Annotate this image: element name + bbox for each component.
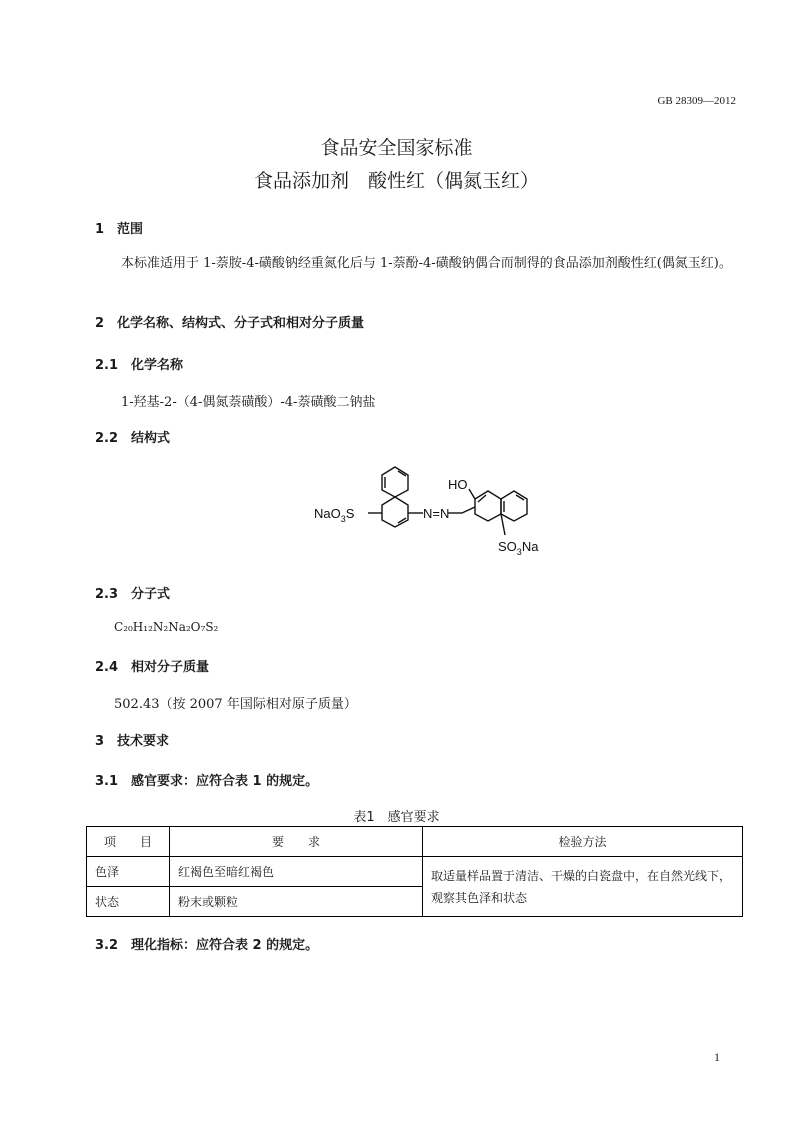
title-line-2: 食品添加剂 酸性红（偶氮玉红） (253, 170, 539, 192)
azo-label: N=N (423, 506, 450, 521)
title-line-1: 食品安全国家标准 (320, 137, 473, 159)
right-ring-left (475, 491, 501, 521)
section-1-heading: 1 范围 (95, 222, 144, 237)
row-2-item: 状态 (87, 887, 170, 917)
section-2-1-heading: 2.1 化学名称 (95, 358, 184, 373)
structural-formula (300, 455, 560, 565)
section-3-1-heading: 3.1 感官要求：应符合表 1 的规定。 (95, 774, 319, 789)
table-header-row (87, 827, 743, 857)
left-ring-upper (382, 467, 408, 497)
row-2-requirement: 粉末或颗粒 (170, 887, 423, 917)
section-2-heading: 2 化学名称、结构式、分子式和相对分子质量 (95, 316, 365, 331)
inspection-method: 取适量样品置于清洁、干燥的白瓷盘中，在自然光线下，观察其色泽和状态 (423, 857, 743, 917)
row-1-item: 色泽 (87, 857, 170, 887)
header-requirement: 要 求 (170, 827, 423, 857)
left-naso3-label: NaO$_3$S (314, 506, 355, 524)
table-1-caption: 表1 感官要求 (353, 810, 440, 825)
molecular-mass: 502.43（按 2007 年国际相对原子质量） (114, 697, 357, 712)
row-1-requirement: 红褐色至暗红褐色 (170, 857, 423, 887)
section-3-heading: 3 技术要求 (95, 734, 170, 749)
right-so3na-label: $SO_3Na$ (498, 539, 539, 557)
table-row (87, 857, 743, 887)
molecular-formula: C₂₀H₁₂N₂Na₂O₇S₂ (114, 620, 219, 634)
section-2-3-heading: 2.3 分子式 (95, 587, 171, 602)
section-3-2-heading: 3.2 理化指标：应符合表 2 的规定。 (95, 938, 319, 953)
right-ring-right (501, 491, 527, 521)
section-2-4-heading: 2.4 相对分子质量 (95, 660, 210, 675)
page-number: 1 (714, 1050, 720, 1064)
section-1-text: 本标准适用于 1-萘胺-4-磺酸钠经重氮化后与 1-萘酚-4-磺酸钠偶合而制得的食品添加剂酸性红(偶氮玉红)。 (121, 256, 732, 271)
sensory-requirements-table (86, 826, 743, 917)
left-ring-lower (382, 497, 408, 527)
header-method: 检验方法 (423, 827, 743, 857)
section-2-2-heading: 2.2 结构式 (95, 431, 171, 446)
header-item: 项 目 (87, 827, 170, 857)
hydroxyl-label: HO (448, 477, 468, 492)
chemical-name: 1-羟基-2-（4-偶氮萘磺酸）-4-萘磺酸二钠盐 (121, 395, 376, 410)
standard-number: GB 28309—2012 (657, 95, 736, 107)
